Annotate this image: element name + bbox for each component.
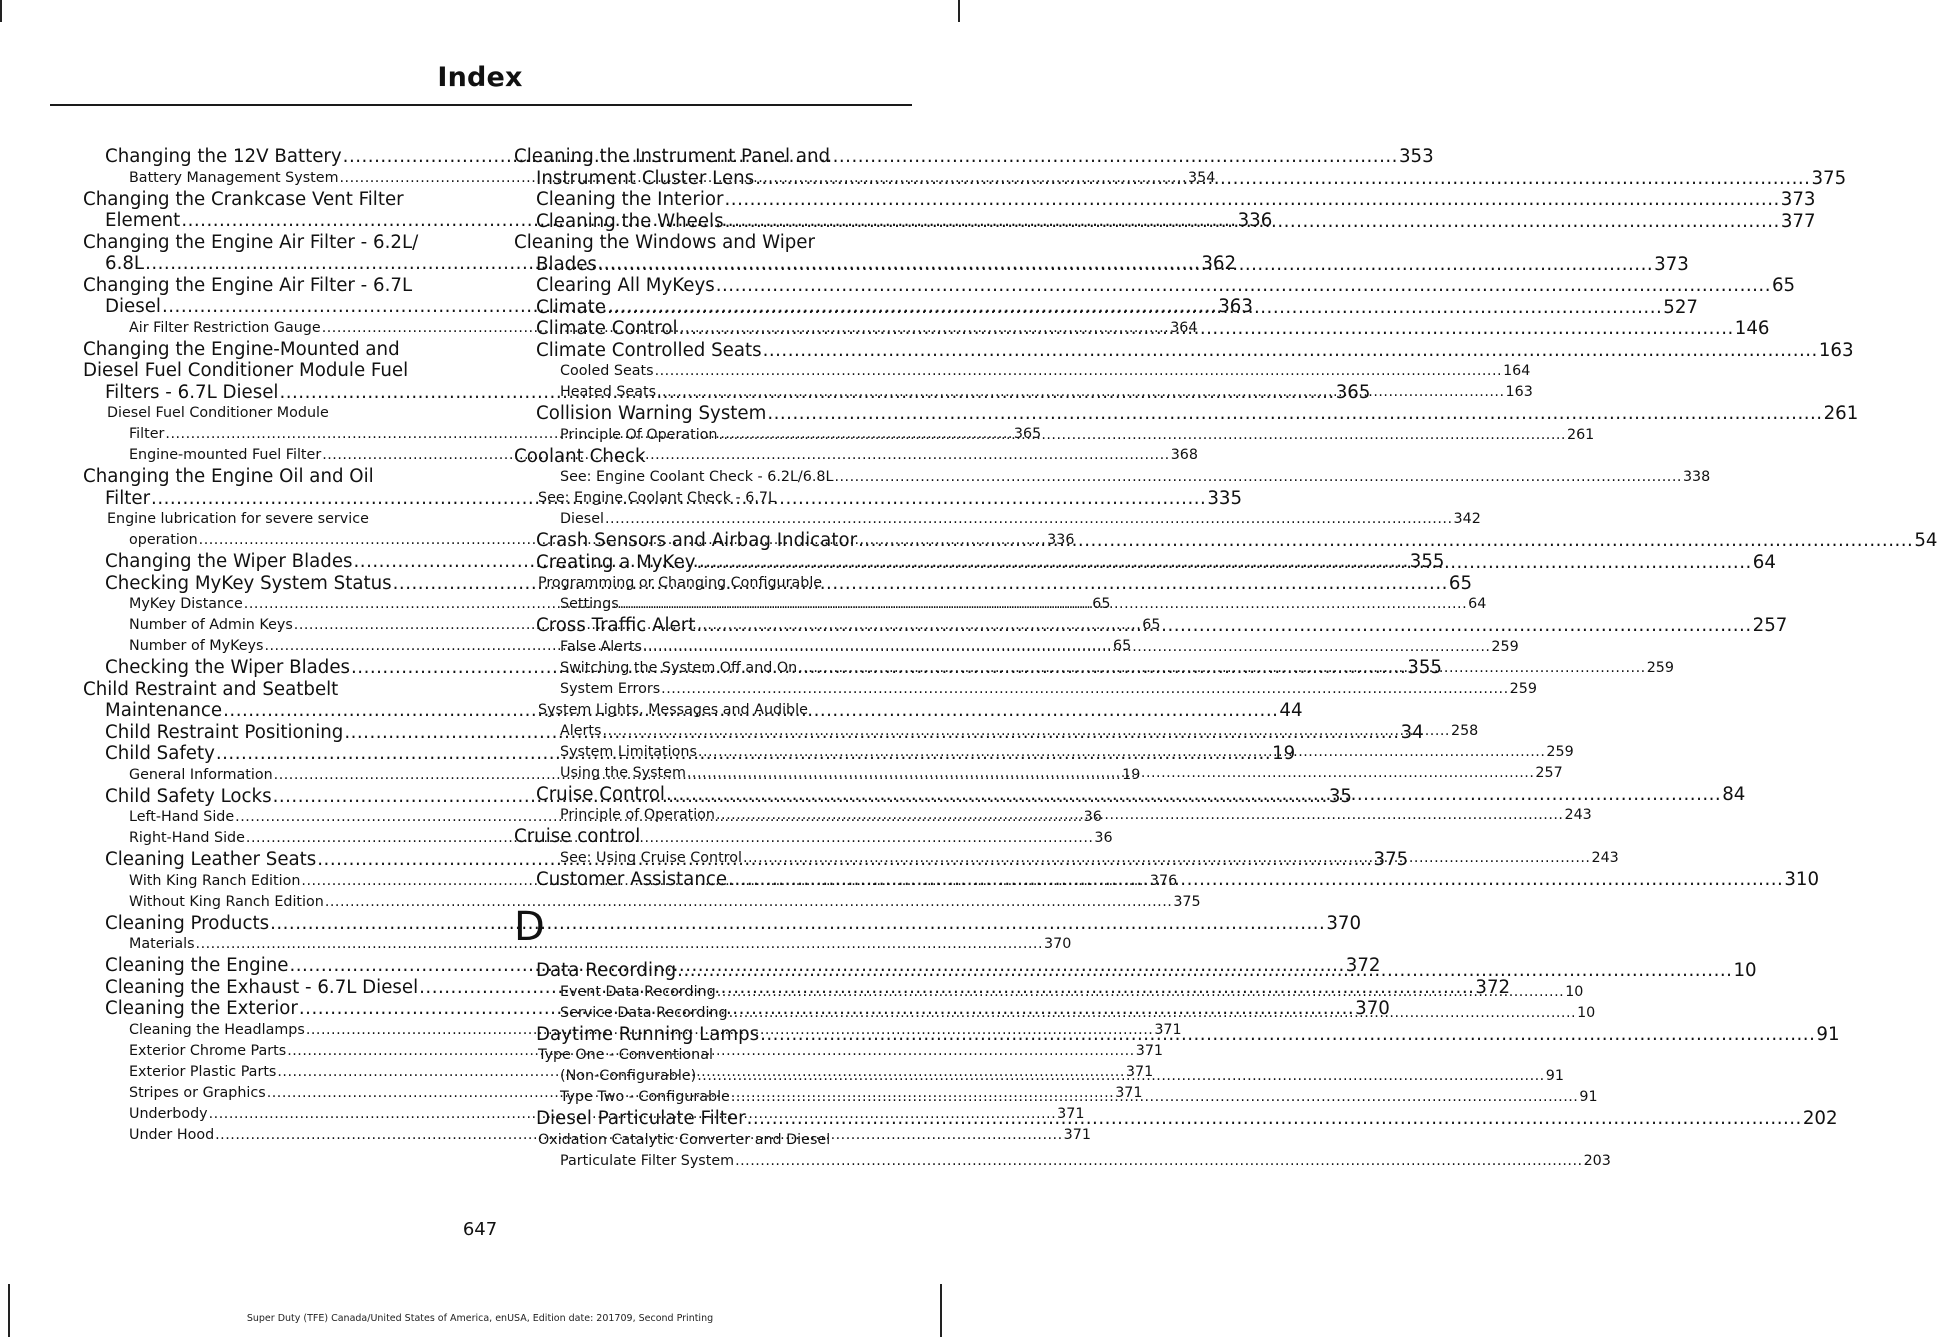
- index-page-number[interactable]: 372: [1475, 976, 1511, 998]
- index-entry-text: Cleaning the Wheels: [536, 210, 724, 232]
- index-entry[interactable]: [83, 912, 1362, 935]
- index-page-number[interactable]: 91: [1545, 1068, 1564, 1084]
- index-entry-text: Child Restraint and Seatbelt: [83, 678, 339, 700]
- dot-leader: [696, 615, 1751, 636]
- index-page-number[interactable]: 259: [1491, 638, 1519, 655]
- index-entry-text: Cleaning the Instrument Panel and: [514, 146, 831, 167]
- index-entry-text: Battery Management System: [129, 169, 339, 186]
- dot-leader: [729, 1005, 1577, 1021]
- page-number: 647: [462, 1219, 498, 1240]
- page-title: Index: [437, 62, 523, 93]
- dot-leader: [655, 363, 1503, 379]
- dot-leader: [735, 1153, 1583, 1169]
- index-entry[interactable]: [514, 826, 904, 848]
- index-entry-text: Crash Sensors and Airbag Indicator: [536, 530, 858, 551]
- index-page-number[interactable]: 373: [1654, 253, 1689, 275]
- index-subentry[interactable]: [95, 892, 1201, 913]
- index-entry-text: Air Filter Restriction Gauge: [129, 319, 321, 336]
- index-page-number[interactable]: 372: [1345, 955, 1381, 976]
- index-entry-text: Diesel Particulate Filter: [536, 1108, 746, 1129]
- dot-leader: [661, 681, 1509, 697]
- index-entry-text: Event Data Recording: [560, 983, 716, 1000]
- index-page-number[interactable]: 370: [1355, 998, 1390, 1019]
- index-entry-text: Under Hood: [129, 1126, 215, 1143]
- index-entry-text: Number of MyKeys: [129, 638, 264, 654]
- index-entry-text: Engine lubrication for severe service: [107, 511, 369, 527]
- index-page-number[interactable]: 375: [1373, 849, 1409, 870]
- index-page-number[interactable]: 377: [1780, 210, 1816, 232]
- index-entry-text: Cleaning the Windows and Wiper: [514, 232, 815, 253]
- index-entry-text: Diesel: [560, 511, 604, 527]
- index-entry-text: Instrument Cluster Lens: [536, 167, 755, 189]
- index-entry-text: Climate Control: [536, 318, 678, 339]
- index-entry[interactable]: [514, 275, 1796, 297]
- index-page-number[interactable]: 335: [1207, 487, 1243, 509]
- index-page-number[interactable]: 19: [1272, 743, 1296, 764]
- index-entry-text: Daytime Running Lamps: [536, 1023, 760, 1045]
- index-entry-text: System Errors: [560, 680, 661, 697]
- index-page-number[interactable]: 355: [1407, 657, 1442, 678]
- index-page-number[interactable]: 65: [1092, 596, 1111, 612]
- index-page-number[interactable]: 355: [1409, 551, 1445, 572]
- index-entry[interactable]: [514, 403, 1859, 425]
- index-entry-text: Right-Hand Side: [129, 830, 245, 846]
- index-entry-text: Left-Hand Side: [129, 809, 235, 825]
- index-page-number[interactable]: 371: [1154, 1021, 1182, 1038]
- dot-leader: [657, 384, 1505, 400]
- index-page-number[interactable]: 10: [1577, 1004, 1596, 1021]
- index-entry-text: Cruise Control: [536, 783, 665, 805]
- index-entry-text: Cleaning the Engine: [105, 955, 289, 976]
- index-entry-text: Changing the Engine Oil and Oil: [83, 466, 374, 487]
- index-entry-text: Materials: [129, 936, 195, 952]
- index-entry-text: Underbody: [129, 1105, 208, 1122]
- index-page-number[interactable]: 371: [1125, 1063, 1154, 1080]
- dot-leader: [716, 275, 1771, 296]
- dot-leader: [725, 211, 1780, 232]
- index-page-number[interactable]: 65: [1448, 572, 1473, 594]
- dot-leader: [731, 1089, 1579, 1105]
- index-entry-text: Child Safety: [105, 743, 215, 764]
- index-subentry[interactable]: [526, 679, 1537, 700]
- index-page-number[interactable]: 261: [1566, 426, 1595, 443]
- index-page-number[interactable]: 336: [1237, 210, 1273, 231]
- index-page-number[interactable]: 146: [1734, 318, 1770, 339]
- index-page-number[interactable]: 259: [1646, 659, 1674, 676]
- index-entry-text: Diesel Fuel Conditioner Module Fuel: [83, 360, 409, 381]
- index-page-number[interactable]: 44: [1279, 700, 1303, 721]
- index-entry-text: Coolant Check: [514, 445, 646, 467]
- header-divider: [50, 104, 912, 106]
- index-entry-text: Settings: [560, 596, 619, 612]
- index-entry-text: Changing the Engine-Mounted and: [83, 338, 400, 360]
- index-entry-text: Child Restraint Positioning: [105, 721, 344, 743]
- index-entry-text: Cleaning Leather Seats: [105, 849, 317, 870]
- index-subentry[interactable]: [95, 934, 1072, 955]
- dot-leader: [598, 254, 1653, 275]
- index-entry-text: Type Two - Configurable: [560, 1089, 730, 1105]
- index-entry[interactable]: [514, 339, 1854, 362]
- index-entry-text: (Non-Configurable): [560, 1068, 697, 1084]
- index-entry-text: Type One - Conventional: [538, 1047, 713, 1063]
- index-entry-text: Changing the Wiper Blades: [105, 551, 353, 572]
- index-page-number[interactable]: 371: [1115, 1084, 1143, 1101]
- index-subentry[interactable]: [526, 361, 1531, 382]
- index-entry-text: General Information: [129, 766, 273, 783]
- dot-leader: [725, 189, 1780, 210]
- dot-leader: [716, 807, 1564, 823]
- index-page-number[interactable]: 202: [1802, 1108, 1838, 1129]
- index-page-number[interactable]: 364: [1170, 319, 1198, 336]
- index-page-number[interactable]: 365: [1335, 381, 1371, 403]
- index-entry-text: Blades: [536, 253, 597, 275]
- index-entry-text: Child Safety Locks: [105, 785, 272, 807]
- dot-leader: [698, 744, 1546, 760]
- index-page-number[interactable]: 527: [1663, 296, 1698, 318]
- dot-leader: [602, 723, 1450, 739]
- index-page-number[interactable]: 243: [1564, 807, 1592, 823]
- index-page-number[interactable]: 370: [1326, 912, 1362, 934]
- index-page-number[interactable]: 64: [1752, 551, 1776, 573]
- index-page-number[interactable]: 257: [1752, 615, 1788, 636]
- index-entry-text: Cross Traffic Alert: [536, 615, 696, 636]
- index-entry-text: System Lights, Messages and Audible: [538, 701, 808, 718]
- dot-leader: [717, 984, 1565, 1000]
- index-entry-text: Cleaning the Exhaust - 6.7L Diesel: [105, 976, 419, 998]
- index-entry-text: Exterior Chrome Parts: [129, 1042, 287, 1059]
- dot-leader: [605, 511, 1453, 527]
- index-page-number[interactable]: 35: [1328, 785, 1352, 807]
- index-entry-text: Maintenance: [105, 700, 223, 721]
- index-entry[interactable]: [514, 189, 1816, 211]
- index-entry-text: Using the System: [560, 764, 686, 781]
- index-entry-text: Oxidation Catalytic Converter and Diesel: [538, 1131, 831, 1148]
- index-entry-text: See: Engine Coolant Check - 6.2L/6.8L: [560, 469, 834, 485]
- index-page-number[interactable]: 243: [1591, 849, 1619, 866]
- index-subentry[interactable]: [526, 467, 1711, 488]
- index-entry-text: MyKey Distance: [129, 596, 243, 612]
- index-entry-text: Cooled Seats: [560, 363, 654, 379]
- dot-leader: [620, 596, 1468, 612]
- footer-edition: Super Duty (TFE) Canada/United States of America, enUSA, Edition date: 201709, Second Printing: [246, 1313, 714, 1324]
- dot-leader: [760, 1021, 1815, 1045]
- index-page-number[interactable]: 371: [1063, 1126, 1091, 1143]
- index-entry-text: Changing the Crankcase Vent Filter: [83, 188, 404, 210]
- index-page-number[interactable]: 91: [1816, 1023, 1840, 1045]
- index-entry-text: Customer Assistance: [536, 868, 728, 890]
- index-page-number[interactable]: 310: [1784, 868, 1820, 890]
- index-entry-text: See: Using Cruise Control: [560, 849, 742, 866]
- index-entry-text: Element: [105, 210, 181, 231]
- index-entry-text: Number of Admin Keys: [129, 617, 293, 633]
- index-page-number[interactable]: 65: [1142, 617, 1161, 633]
- dot-leader: [607, 297, 1662, 318]
- index-entry-text: Stripes or Graphics: [129, 1084, 266, 1101]
- dot-leader: [763, 340, 1818, 361]
- index-page-number[interactable]: 34: [1400, 721, 1424, 743]
- index-entry-text: Alerts: [560, 722, 602, 739]
- index-entry-text: Cleaning the Exterior: [105, 998, 298, 1019]
- dot-leader: [718, 427, 1566, 443]
- index-page-number[interactable]: 336: [1047, 532, 1075, 548]
- index-page-number[interactable]: 65: [1771, 275, 1796, 296]
- index-entry-text: With King Ranch Edition: [129, 872, 301, 889]
- index-entry-text: Principle Of Operation: [560, 426, 718, 443]
- index-entry-text: Cleaning Products: [105, 912, 270, 934]
- index-entry-text: Heated Seats: [560, 384, 657, 400]
- index-entry-text: Changing the 12V Battery: [105, 146, 342, 167]
- index-entry-text: Engine-mounted Fuel Filter: [129, 447, 322, 463]
- index-page-number[interactable]: 163: [1505, 384, 1533, 400]
- index-page-number[interactable]: 64: [1468, 596, 1487, 612]
- index-entry-text: Exterior Plastic Parts: [129, 1063, 277, 1080]
- dot-leader: [747, 1105, 1802, 1129]
- index-page-number[interactable]: 10: [1733, 960, 1757, 981]
- index-page-number[interactable]: 370: [1044, 936, 1072, 952]
- index-page-number[interactable]: 353: [1398, 146, 1434, 167]
- dot-leader: [687, 765, 1535, 781]
- index-page-number[interactable]: 371: [1057, 1105, 1085, 1122]
- dot-leader: [677, 960, 1732, 981]
- index-entry-text: Checking the Wiper Blades: [105, 657, 350, 678]
- index-page-number[interactable]: 19: [1122, 766, 1141, 783]
- index-section-letter: D: [514, 904, 545, 950]
- index-page-number[interactable]: 257: [1535, 764, 1563, 781]
- index-entry-text: Principle of Operation: [560, 807, 715, 823]
- index-entry-text: False Alerts: [560, 638, 642, 655]
- index-page-number[interactable]: 84: [1722, 783, 1746, 805]
- index-entry-text: Changing the Engine Air Filter - 6.7L: [83, 274, 413, 296]
- index-entry-text: operation: [129, 532, 198, 548]
- index-entry-text: Collision Warning System: [536, 403, 767, 424]
- index-entry-text: Filter: [129, 426, 165, 442]
- dot-leader: [858, 530, 1913, 551]
- index-entry-text: Cruise control: [514, 826, 641, 847]
- index-page-number[interactable]: 203: [1583, 1152, 1611, 1169]
- index-page-number[interactable]: 368: [1170, 447, 1198, 463]
- index-page-number[interactable]: 371: [1135, 1042, 1164, 1059]
- index-entry-text: 6.8L: [105, 253, 145, 274]
- index-page-number[interactable]: 261: [1823, 403, 1859, 424]
- index-entry-text: Filter: [105, 487, 151, 509]
- crop-mark-top-right: [958, 0, 960, 22]
- crop-mark-bottom-right: [940, 1284, 942, 1337]
- index-entry-text: Filters - 6.7L Diesel: [105, 381, 279, 403]
- crop-mark-bottom-left: [8, 1284, 10, 1337]
- index-entry-text: Particulate Filter System: [560, 1152, 735, 1169]
- index-page-number[interactable]: 338: [1682, 469, 1711, 485]
- index-entry-text: Changing the Engine Air Filter - 6.2L/: [83, 231, 419, 253]
- index-entry-text: Programming or Changing Configurable: [538, 575, 823, 591]
- index-entry[interactable]: [514, 446, 904, 468]
- index-page-number[interactable]: 54: [1914, 530, 1937, 551]
- dot-leader: [679, 318, 1734, 339]
- index-page-number[interactable]: 342: [1453, 511, 1481, 527]
- index-page-number[interactable]: 373: [1780, 189, 1816, 210]
- dot-leader: [666, 784, 1721, 805]
- index-page-number[interactable]: 163: [1818, 339, 1854, 361]
- index-page-number[interactable]: 164: [1503, 363, 1531, 379]
- index-page-number[interactable]: 36: [1083, 809, 1102, 825]
- index-entry-text: Clearing All MyKeys: [536, 275, 715, 296]
- index-page-number[interactable]: 375: [1811, 167, 1847, 189]
- index-entry-text: Cleaning the Headlamps: [129, 1021, 305, 1038]
- dot-leader: [755, 168, 1810, 189]
- index-page-number[interactable]: 365: [1013, 426, 1042, 442]
- index-page-number[interactable]: 375: [1173, 893, 1201, 910]
- index-entry-text: Creating a MyKey: [536, 551, 696, 573]
- index-entry-text: Diesel Fuel Conditioner Module: [107, 405, 329, 421]
- index-page-number[interactable]: 65: [1112, 638, 1132, 654]
- index-entry-text: Service Data Recording: [560, 1004, 728, 1021]
- index-entry-text: Diesel: [105, 296, 161, 317]
- index-page-number[interactable]: 376: [1149, 872, 1178, 889]
- dot-leader: [834, 469, 1682, 485]
- index-entry-text: System Limitations: [560, 743, 697, 760]
- dot-leader: [728, 869, 1783, 890]
- dot-leader: [743, 850, 1591, 866]
- index-page-number[interactable]: 10: [1565, 983, 1584, 1000]
- index-page-number[interactable]: 354: [1188, 169, 1216, 186]
- index-page-number[interactable]: 259: [1509, 680, 1537, 697]
- dot-leader: [697, 552, 1752, 573]
- index-page-number[interactable]: 259: [1546, 743, 1574, 760]
- index-entry-text: See: Engine Coolant Check - 6.7L: [538, 490, 776, 506]
- index-entry-text: Climate: [536, 296, 606, 318]
- index-entry-text: Cleaning the Interior: [536, 189, 724, 210]
- crop-mark-top-left: [0, 0, 2, 22]
- index-entry-text: Without King Ranch Edition: [129, 893, 324, 910]
- dot-leader: [643, 639, 1491, 655]
- index-page-number[interactable]: 36: [1094, 830, 1113, 846]
- index-page-number[interactable]: 363: [1218, 296, 1253, 317]
- index-entry-text: Checking MyKey System Status: [105, 572, 392, 594]
- dot-leader: [798, 660, 1646, 676]
- dot-leader: [767, 403, 1822, 424]
- index-page-number[interactable]: 91: [1579, 1089, 1598, 1105]
- index-page-number[interactable]: 258: [1450, 722, 1479, 739]
- index-entry-text: Switching the System Off and On: [560, 659, 798, 676]
- index-entry-text: Data Recording: [536, 960, 677, 981]
- index-page-number[interactable]: 362: [1201, 253, 1237, 274]
- index-entry-text: Climate Controlled Seats: [536, 339, 762, 361]
- dot-leader: [697, 1068, 1545, 1084]
